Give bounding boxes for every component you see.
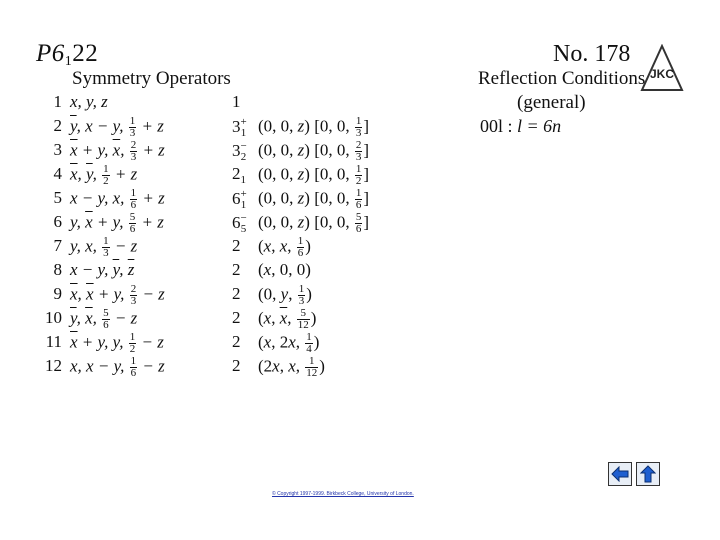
row-index: 2 <box>53 116 62 135</box>
operator-symbol: 2 <box>232 356 241 375</box>
operator-coordinates: $\overline{x} + y$, $\overline{x}$, $\frac{2}{3}$ + z <box>70 139 165 163</box>
operator-coordinates: x − y, $\overline{y}$, $\overline{z}$ <box>70 260 135 279</box>
row-index: 10 <box>45 308 62 327</box>
operator-location: (0, 0, z) [0, 0, $\frac{2}{3}$ ] <box>258 139 370 163</box>
condition-label: 00l : <box>480 116 513 136</box>
row-index: 7 <box>53 236 62 255</box>
operator-symbol: 2 <box>232 284 241 303</box>
row-index: 5 <box>53 188 62 207</box>
reflection-condition-row <box>480 116 561 137</box>
row-index: 6 <box>53 212 62 231</box>
row-index: 4 <box>53 164 62 183</box>
operator-location: (0, 0, z) [0, 0, $\frac{1}{6}$ ] <box>258 187 370 211</box>
operator-location: (x, $\overline{x}$, $\frac{5}{12}$ ) <box>258 307 317 331</box>
operator-coordinates: $\overline{x} + y$, y, $\frac{1}{2}$ − z <box>70 331 164 355</box>
operator-location: (0, 0, z) [0, 0, $\frac{5}{6}$ ] <box>258 211 370 235</box>
operator-symbol: 2 <box>232 260 241 279</box>
operator-coordinates: $\overline{x}$, $\overline{y}$, $\frac{1}{2}$ + z <box>70 163 138 187</box>
jkc-logo-icon <box>640 44 684 96</box>
group-symbol-subscript: 1 <box>64 54 73 69</box>
operator-symbol: $6^-_5$ <box>232 212 247 235</box>
operator-coordinates: y, $\overline{x} + y$, $\frac{5}{6}$ + z <box>70 211 164 235</box>
operator-coordinates: y, x, $\frac{1}{3}$ − z <box>70 235 138 259</box>
row-index: 12 <box>45 356 62 375</box>
condition-rule: l = 6n <box>517 116 562 136</box>
operator-symbol: 2 <box>232 332 241 351</box>
operator-coordinates: x − y, x, $\frac{1}{6}$ + z <box>70 187 165 211</box>
arrow-up-icon <box>640 465 656 483</box>
space-group-number: No. 178 <box>553 41 631 67</box>
operator-location: (0, 0, z) [0, 0, $\frac{1}{3}$ ] <box>258 115 370 139</box>
reflection-conditions-title: Reflection Conditions <box>478 68 646 89</box>
row-index: 11 <box>45 332 62 351</box>
operator-symbol: $2_1$ <box>232 164 246 186</box>
arrow-left-icon <box>611 466 629 482</box>
operator-symbol: $3^+_1$ <box>232 116 247 139</box>
operator-coordinates: x, x − y, $\frac{1}{6}$ − z <box>70 355 165 379</box>
operator-symbol: 2 <box>232 236 241 255</box>
operator-coordinates: x, y, z <box>70 92 108 111</box>
operator-symbol: 2 <box>232 308 241 327</box>
operator-symbol: 1 <box>232 92 241 111</box>
row-index: 9 <box>53 284 62 303</box>
operator-symbol: $6^+_1$ <box>232 188 247 211</box>
group-symbol-suffix: 22 <box>72 40 99 67</box>
operator-location: (x, 2x, $\frac{1}{4}$ ) <box>258 331 320 355</box>
operator-location: (x, x, $\frac{1}{6}$ ) <box>258 235 311 259</box>
space-group-symbol <box>36 40 98 70</box>
svg-text:JKC: JKC <box>649 67 675 81</box>
operator-location: (0, 0, z) [0, 0, $\frac{1}{2}$ ] <box>258 163 370 187</box>
symmetry-operators-title: Symmetry Operators <box>72 68 231 89</box>
operator-symbol: $3^-_2$ <box>232 140 247 163</box>
row-index: 8 <box>53 260 62 279</box>
operator-coordinates: $\overline{y}$, $\overline{x}$, $\frac{5}{6}$ − z <box>70 307 138 331</box>
back-button[interactable] <box>608 462 632 486</box>
group-symbol-prefix: P6 <box>36 40 65 67</box>
operator-location: (x, 0, 0) <box>258 260 311 279</box>
row-index: 3 <box>53 140 62 159</box>
operator-location: (0, y, $\frac{1}{3}$ ) <box>258 283 312 307</box>
up-button[interactable] <box>636 462 660 486</box>
row-index: 1 <box>53 92 62 111</box>
reflection-conditions-subtitle: (general) <box>517 92 586 113</box>
operator-coordinates: $\overline{x}$, $\overline{x} + y$, $\frac{2}{3}$ − z <box>70 283 165 307</box>
operator-coordinates: $\overline{y}$, x − y, $\frac{1}{3}$ + z <box>70 115 164 139</box>
operator-location: (2x, x, $\frac{1}{12}$ ) <box>258 355 325 379</box>
copyright-link[interactable]: © Copyright 1997-1999. Birkbeck College, University of London. <box>272 491 414 497</box>
